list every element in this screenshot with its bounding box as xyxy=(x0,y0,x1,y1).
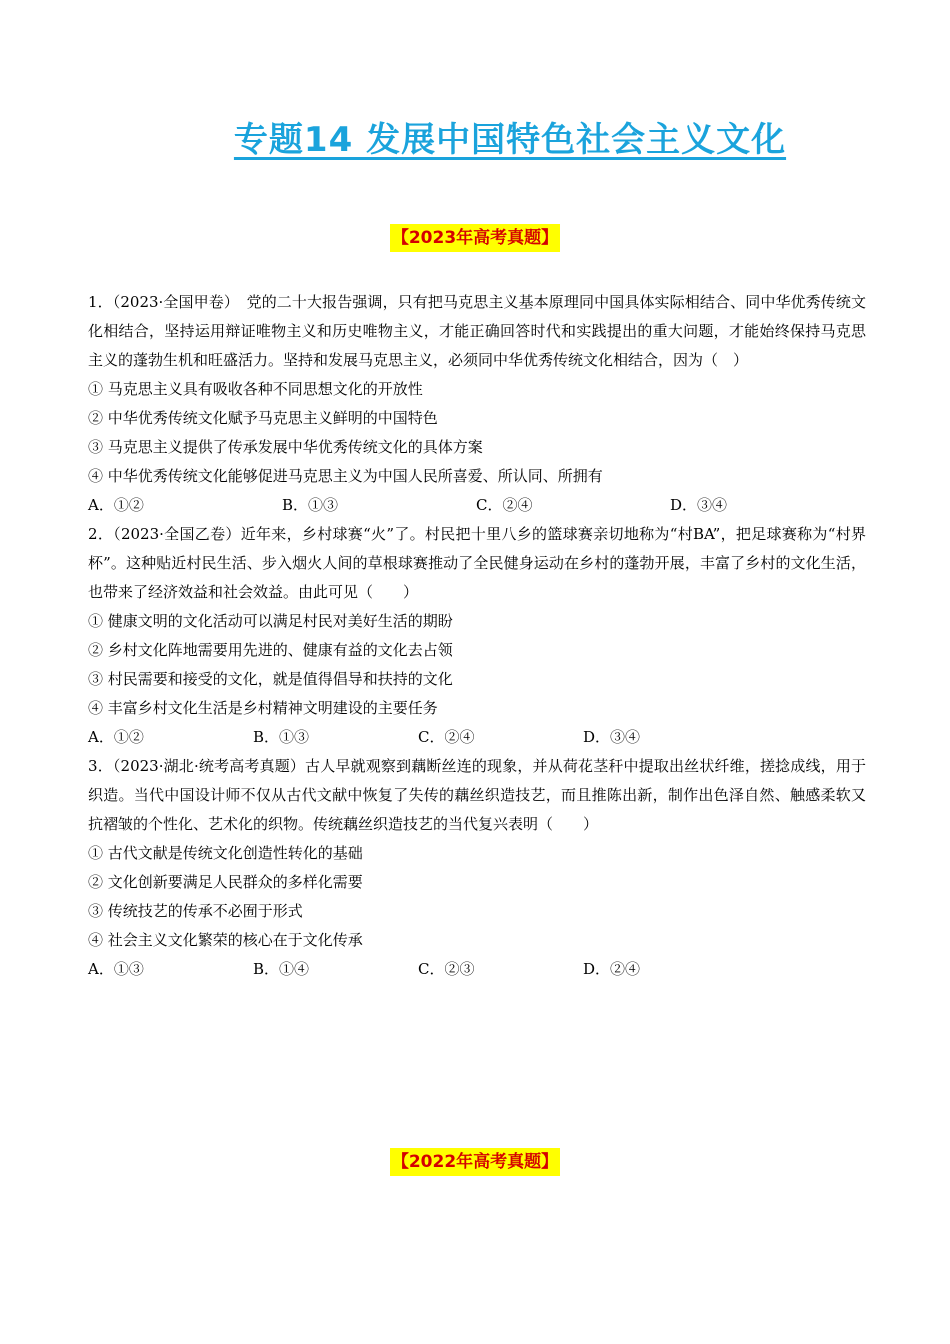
statement-4: ④ 社会主义文化繁荣的核心在于文化传承 xyxy=(88,931,363,949)
statement-2: ② 乡村文化阵地需要用先进的、健康有益的文化去占领 xyxy=(88,641,453,659)
question-stem: 2．（2023·全国乙卷）近年来，乡村球赛“火”了。村民把十里八乡的篮球赛亲切地称为“村BA”，把足球赛称为“村界杯”。这种贴近村民生活、步入烟火人间的草根球赛推动了全民健身运动在乡村的蓬勃开展，丰富了乡村的文化生活，也带来了经济效益和社会效益。由此可见（ ） xyxy=(88,525,866,601)
choice-d[interactable]: D．③④ xyxy=(583,728,641,746)
choice-d[interactable]: D．②④ xyxy=(583,960,641,978)
question-1 xyxy=(88,288,866,520)
choice-d[interactable]: D．③④ xyxy=(670,496,728,514)
statement-4: ④ 丰富乡村文化生活是乡村精神文明建设的主要任务 xyxy=(88,699,438,717)
statement-2: ② 文化创新要满足人民群众的多样化需要 xyxy=(88,873,363,891)
statement-3: ③ 传统技艺的传承不必囿于形式 xyxy=(88,902,303,920)
section-heading-2022 xyxy=(0,1148,950,1176)
answer-choices xyxy=(88,491,866,520)
section-heading-2023 xyxy=(0,224,950,252)
question-2 xyxy=(88,520,866,752)
choice-b[interactable]: B．①③ xyxy=(253,728,310,746)
question-3 xyxy=(88,752,866,984)
choice-a[interactable]: A．①② xyxy=(88,728,144,746)
statement-2: ② 中华优秀传统文化赋予马克思主义鲜明的中国特色 xyxy=(88,409,438,427)
statement-3: ③ 马克思主义提供了传承发展中华优秀传统文化的具体方案 xyxy=(88,438,483,456)
section-label: 【2023年高考真题】 xyxy=(390,224,560,252)
answer-choices xyxy=(88,955,866,984)
question-stem: 3．（2023·湖北·统考高考真题）古人早就观察到藕断丝连的现象，并从荷花茎秆中提取出丝状纤维，搓捻成线，用于织造。当代中国设计师不仅从古代文献中恢复了失传的藕丝织造技艺，而且推陈出新，制作出色泽自然、触感柔软又抗褶皱的个性化、艺术化的织物。传统藕丝织造技艺的当代复兴表明（ ） xyxy=(88,757,866,833)
page-title: 专题14 发展中国特色社会主义文化 xyxy=(233,120,787,160)
question-list xyxy=(88,288,866,984)
statement-1: ① 古代文献是传统文化创造性转化的基础 xyxy=(88,844,363,862)
choice-a[interactable]: A．①③ xyxy=(88,960,144,978)
statement-3: ③ 村民需要和接受的文化，就是值得倡导和扶持的文化 xyxy=(88,670,453,688)
choice-b[interactable]: B．①④ xyxy=(253,960,310,978)
question-stem: 1．（2023·全国甲卷） 党的二十大报告强调，只有把马克思主义基本原理同中国具体实际相结合、同中华优秀传统文化相结合，坚持运用辩证唯物主义和历史唯物主义，才能正确回答时代和实践提出的重大问题，才能始终保持马克思主义的蓬勃生机和旺盛活力。坚持和发展马克思主义，必须同中华优秀传统文化相结合，因为（ ） xyxy=(88,293,866,369)
answer-choices xyxy=(88,723,866,752)
choice-b[interactable]: B．①③ xyxy=(282,496,339,514)
choice-c[interactable]: C．②④ xyxy=(476,496,533,514)
choice-c[interactable]: C．②③ xyxy=(418,960,475,978)
statement-1: ① 马克思主义具有吸收各种不同思想文化的开放性 xyxy=(88,380,423,398)
statement-1: ① 健康文明的文化活动可以满足村民对美好生活的期盼 xyxy=(88,612,453,630)
choice-c[interactable]: C．②④ xyxy=(418,728,475,746)
section-label: 【2022年高考真题】 xyxy=(390,1148,560,1176)
choice-a[interactable]: A．①② xyxy=(88,496,144,514)
statement-4: ④ 中华优秀传统文化能够促进马克思主义为中国人民所喜爱、所认同、所拥有 xyxy=(88,467,603,485)
